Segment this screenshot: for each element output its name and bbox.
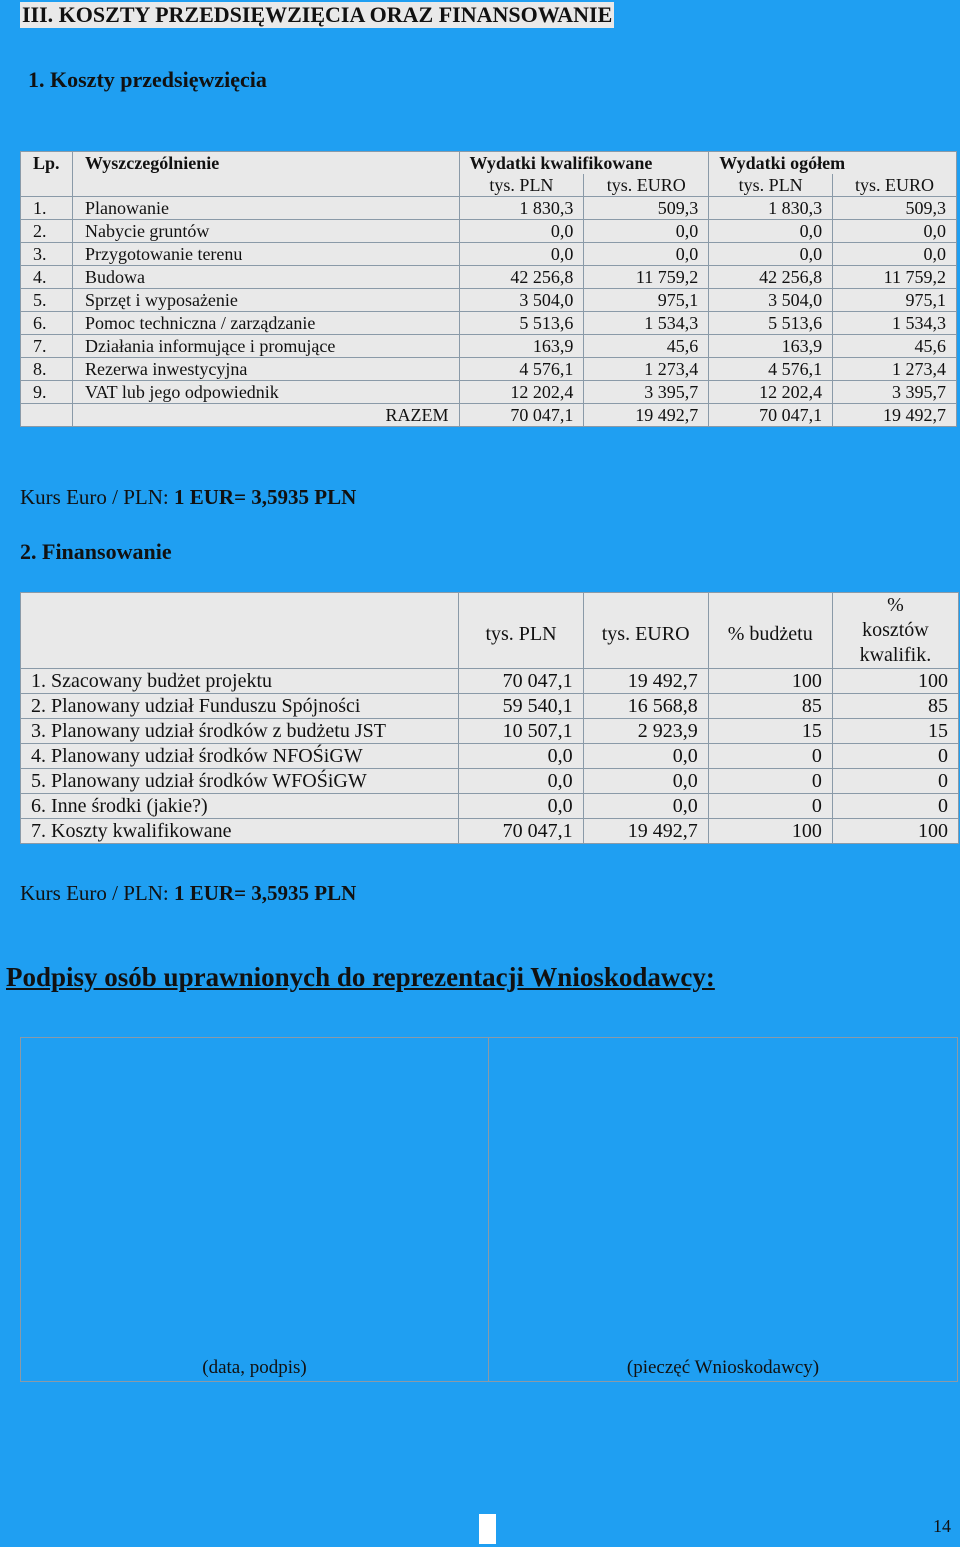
row-lp: 2. xyxy=(21,220,73,243)
col-desc: Wyszczególnienie xyxy=(72,152,459,197)
fin-row-pln: 70 047,1 xyxy=(459,819,583,844)
signatures-title: Podpisy osób uprawnionych do reprezentacji Wnioskodawcy: xyxy=(6,962,715,992)
table-row xyxy=(21,769,959,794)
fin-row-label: 2. Planowany udział Funduszu Spójności xyxy=(21,694,459,719)
row-kw-eur: 509,3 xyxy=(584,197,709,220)
costs-table xyxy=(20,151,957,427)
financing-title: 2. Finansowanie xyxy=(20,539,172,564)
row-name: Planowanie xyxy=(72,197,459,220)
fin-col-eur: tys. EURO xyxy=(583,593,708,669)
row-lp: 3. xyxy=(21,243,73,266)
fin-row-cost: 15 xyxy=(832,719,958,744)
fin-col-cost-line2: kosztów xyxy=(862,619,929,641)
fin-col-cost-line3: kwalifik. xyxy=(859,644,932,666)
total-og-pln: 70 047,1 xyxy=(709,404,833,427)
signature-stamp-cell: (pieczęć Wnioskodawcy) xyxy=(489,1038,958,1382)
row-og-pln: 42 256,8 xyxy=(709,266,833,289)
unit-og-pln: tys. PLN xyxy=(709,174,833,197)
table-row xyxy=(21,197,957,220)
row-og-eur: 975,1 xyxy=(833,289,957,312)
fin-row-label: 4. Planowany udział środków NFOŚiGW xyxy=(21,744,459,769)
table-row xyxy=(21,719,959,744)
row-kw-pln: 3 504,0 xyxy=(459,289,584,312)
rate-value: 1 EUR= 3,5935 PLN xyxy=(174,485,357,509)
total-og-eur: 19 492,7 xyxy=(833,404,957,427)
unit-kw-pln: tys. PLN xyxy=(459,174,584,197)
fin-row-eur: 0,0 xyxy=(583,769,708,794)
fin-row-budget: 0 xyxy=(708,769,832,794)
table-row xyxy=(21,794,959,819)
row-name: Działania informujące i promujące xyxy=(72,335,459,358)
row-kw-pln: 1 830,3 xyxy=(459,197,584,220)
fin-col-budget: % budżetu xyxy=(708,593,832,669)
page-marker xyxy=(479,1514,496,1544)
row-name: Rezerwa inwestycyjna xyxy=(72,358,459,381)
table-row xyxy=(21,381,957,404)
col-kwal: Wydatki kwalifikowane xyxy=(459,152,709,175)
table-row xyxy=(21,289,957,312)
fin-col-cost-line1: % xyxy=(887,594,904,616)
fin-row-eur: 19 492,7 xyxy=(583,669,708,694)
table-row xyxy=(21,819,959,844)
row-og-eur: 0,0 xyxy=(833,220,957,243)
row-name: Przygotowanie terenu xyxy=(72,243,459,266)
unit-kw-eur: tys. EURO xyxy=(584,174,709,197)
rate-label: Kurs Euro / PLN: xyxy=(20,881,169,905)
row-og-eur: 1 273,4 xyxy=(833,358,957,381)
fin-row-eur: 0,0 xyxy=(583,794,708,819)
row-kw-pln: 42 256,8 xyxy=(459,266,584,289)
row-lp: 4. xyxy=(21,266,73,289)
row-kw-eur: 1 273,4 xyxy=(584,358,709,381)
fin-col-cost xyxy=(832,593,958,669)
fin-row-cost: 0 xyxy=(832,794,958,819)
fin-row-budget: 85 xyxy=(708,694,832,719)
row-kw-pln: 0,0 xyxy=(459,243,584,266)
row-og-pln: 5 513,6 xyxy=(709,312,833,335)
row-kw-pln: 5 513,6 xyxy=(459,312,584,335)
row-kw-eur: 11 759,2 xyxy=(584,266,709,289)
fin-row-pln: 59 540,1 xyxy=(459,694,583,719)
row-lp: 9. xyxy=(21,381,73,404)
row-og-eur: 45,6 xyxy=(833,335,957,358)
fin-row-budget: 15 xyxy=(708,719,832,744)
fin-row-pln: 0,0 xyxy=(459,769,583,794)
table-row xyxy=(21,220,957,243)
row-og-eur: 1 534,3 xyxy=(833,312,957,335)
total-kw-eur: 19 492,7 xyxy=(584,404,709,427)
row-name: Pomoc techniczna / zarządzanie xyxy=(72,312,459,335)
fin-row-pln: 0,0 xyxy=(459,744,583,769)
fin-row-cost: 85 xyxy=(832,694,958,719)
row-name: Budowa xyxy=(72,266,459,289)
row-kw-pln: 4 576,1 xyxy=(459,358,584,381)
fin-row-eur: 0,0 xyxy=(583,744,708,769)
row-og-pln: 163,9 xyxy=(709,335,833,358)
unit-og-eur: tys. EURO xyxy=(833,174,957,197)
signature-date-cell: (data, podpis) xyxy=(21,1038,489,1382)
row-og-pln: 0,0 xyxy=(709,243,833,266)
fin-row-budget: 0 xyxy=(708,794,832,819)
fin-row-pln: 0,0 xyxy=(459,794,583,819)
row-kw-eur: 975,1 xyxy=(584,289,709,312)
row-name: VAT lub jego odpowiednik xyxy=(72,381,459,404)
fin-row-cost: 0 xyxy=(832,744,958,769)
total-kw-pln: 70 047,1 xyxy=(459,404,584,427)
fin-row-budget: 100 xyxy=(708,819,832,844)
row-og-pln: 1 830,3 xyxy=(709,197,833,220)
table-row xyxy=(21,694,959,719)
table-row xyxy=(21,358,957,381)
row-og-eur: 3 395,7 xyxy=(833,381,957,404)
row-lp: 6. xyxy=(21,312,73,335)
fin-col-pln: tys. PLN xyxy=(459,593,583,669)
table-row xyxy=(21,312,957,335)
table-row xyxy=(21,669,959,694)
fin-row-eur: 2 923,9 xyxy=(583,719,708,744)
row-lp: 7. xyxy=(21,335,73,358)
fin-row-cost: 0 xyxy=(832,769,958,794)
fin-row-budget: 100 xyxy=(708,669,832,694)
row-og-eur: 0,0 xyxy=(833,243,957,266)
row-name: Nabycie gruntów xyxy=(72,220,459,243)
row-lp: 1. xyxy=(21,197,73,220)
fin-row-cost: 100 xyxy=(832,819,958,844)
fin-row-label: 5. Planowany udział środków WFOŚiGW xyxy=(21,769,459,794)
row-kw-eur: 45,6 xyxy=(584,335,709,358)
fin-row-pln: 70 047,1 xyxy=(459,669,583,694)
table-row xyxy=(21,243,957,266)
row-kw-eur: 3 395,7 xyxy=(584,381,709,404)
fin-row-eur: 16 568,8 xyxy=(583,694,708,719)
row-lp: 5. xyxy=(21,289,73,312)
total-label: RAZEM xyxy=(72,404,459,427)
costs-header-row xyxy=(21,152,957,175)
row-og-eur: 509,3 xyxy=(833,197,957,220)
total-lp xyxy=(21,404,73,427)
row-og-pln: 3 504,0 xyxy=(709,289,833,312)
table-row xyxy=(21,335,957,358)
row-og-eur: 11 759,2 xyxy=(833,266,957,289)
row-og-pln: 0,0 xyxy=(709,220,833,243)
col-lp: Lp. xyxy=(21,152,73,197)
signature-table xyxy=(20,1037,958,1382)
financing-header-empty xyxy=(21,593,459,669)
financing-header-row xyxy=(21,593,959,669)
fin-row-budget: 0 xyxy=(708,744,832,769)
row-kw-pln: 12 202,4 xyxy=(459,381,584,404)
exchange-rate-1 xyxy=(20,484,356,510)
rate-value: 1 EUR= 3,5935 PLN xyxy=(174,881,357,905)
fin-row-label: 3. Planowany udział środków z budżetu JST xyxy=(21,719,459,744)
row-kw-pln: 0,0 xyxy=(459,220,584,243)
fin-row-label: 6. Inne środki (jakie?) xyxy=(21,794,459,819)
page-number: 14 xyxy=(933,1516,951,1536)
costs-title: 1. Koszty przedsięwzięcia xyxy=(28,67,267,92)
row-kw-eur: 0,0 xyxy=(584,243,709,266)
fin-row-cost: 100 xyxy=(832,669,958,694)
rate-label: Kurs Euro / PLN: xyxy=(20,485,169,509)
fin-row-eur: 19 492,7 xyxy=(583,819,708,844)
section-title: III. KOSZTY PRZEDSIĘWZIĘCIA ORAZ FINANSOWANIE xyxy=(22,2,613,27)
fin-row-pln: 10 507,1 xyxy=(459,719,583,744)
row-kw-pln: 163,9 xyxy=(459,335,584,358)
fin-row-label: 7. Koszty kwalifikowane xyxy=(21,819,459,844)
row-name: Sprzęt i wyposażenie xyxy=(72,289,459,312)
table-row xyxy=(21,744,959,769)
exchange-rate-2 xyxy=(20,880,356,906)
row-kw-eur: 0,0 xyxy=(584,220,709,243)
financing-table xyxy=(20,592,959,844)
row-lp: 8. xyxy=(21,358,73,381)
row-kw-eur: 1 534,3 xyxy=(584,312,709,335)
row-og-pln: 12 202,4 xyxy=(709,381,833,404)
table-row xyxy=(21,266,957,289)
fin-row-label: 1. Szacowany budżet projektu xyxy=(21,669,459,694)
col-total: Wydatki ogółem xyxy=(709,152,957,175)
costs-total-row xyxy=(21,404,957,427)
row-og-pln: 4 576,1 xyxy=(709,358,833,381)
